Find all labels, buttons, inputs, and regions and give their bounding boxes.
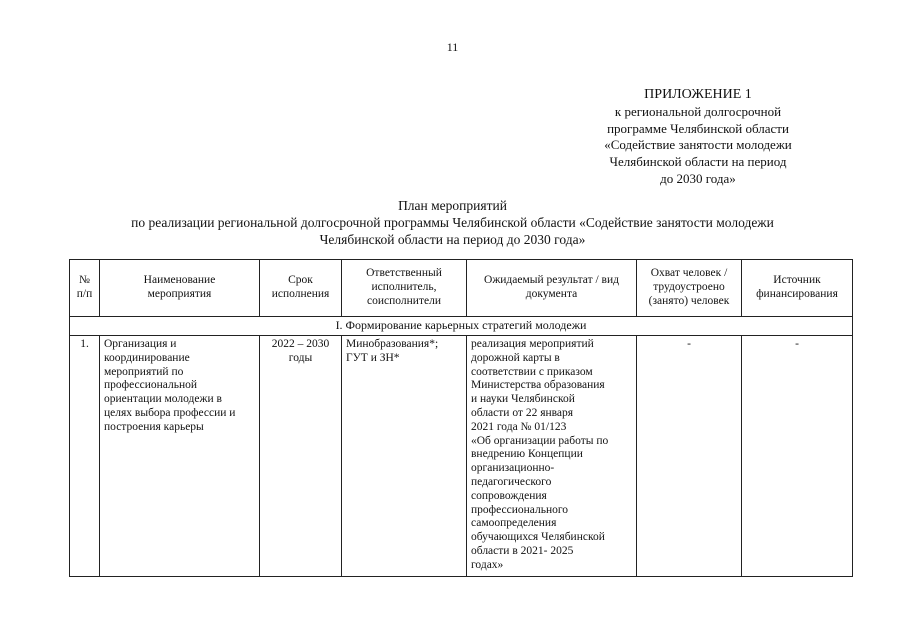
appendix-line: «Содействие занятости молодежи (604, 137, 792, 153)
section-title: I. Формирование карьерных стратегий молодежи (70, 317, 853, 336)
plan-title (60, 197, 845, 248)
header-num: № п/п (70, 260, 100, 317)
appendix-line: программе Челябинской области (607, 120, 789, 136)
plan-title-line: Челябинской области на период до 2030 года» (319, 232, 586, 247)
cell-deadline: 2022 – 2030 годы (260, 336, 342, 577)
header-deadline: Срок исполнения (260, 260, 342, 317)
cell-coverage: - (637, 336, 742, 577)
appendix-block (568, 87, 828, 188)
header-result: Ожидаемый результат / вид документа (467, 260, 637, 317)
cell-result: реализация мероприятий дорожной карты в соответствии с приказом Министерства образования и науки Челябинской области от 22 января 2021 года № 01/123 «Об организации работы по внедрению Концепции организационно- педагогического сопровождения профессионального самоопределения обучающихся Челябинской области в 2021- 2025 годах» (467, 336, 637, 577)
appendix-line: Челябинской области на период (609, 154, 787, 170)
header-executor: Ответственный исполнитель, соисполнители (342, 260, 467, 317)
appendix-line: к региональной долгосрочной (614, 103, 782, 119)
cell-source: - (742, 336, 853, 577)
page-number: 11 (446, 40, 459, 54)
cell-num: 1. (70, 336, 100, 577)
plan-title-line: План мероприятий (398, 198, 507, 213)
cell-name: Организация и координирование мероприятий по профессиональной ориентации молодежи в целях выбора профессии и построения карьеры (100, 336, 260, 577)
section-row (70, 317, 853, 336)
table-header-row (70, 260, 853, 317)
header-name: Наименование мероприятия (100, 260, 260, 317)
table-row (70, 336, 853, 577)
plan-table (69, 259, 853, 577)
plan-title-line: по реализации региональной долгосрочной программы Челябинской области «Содействие занятости молодежи (131, 215, 774, 230)
cell-executor: Минобразования*; ГУТ и ЗН* (342, 336, 467, 577)
header-coverage: Охват человек / трудоустроено (занято) человек (637, 260, 742, 317)
appendix-line: до 2030 года» (660, 170, 736, 186)
appendix-heading: ПРИЛОЖЕНИЕ 1 (644, 87, 752, 102)
header-source: Источник финансирования (742, 260, 853, 317)
